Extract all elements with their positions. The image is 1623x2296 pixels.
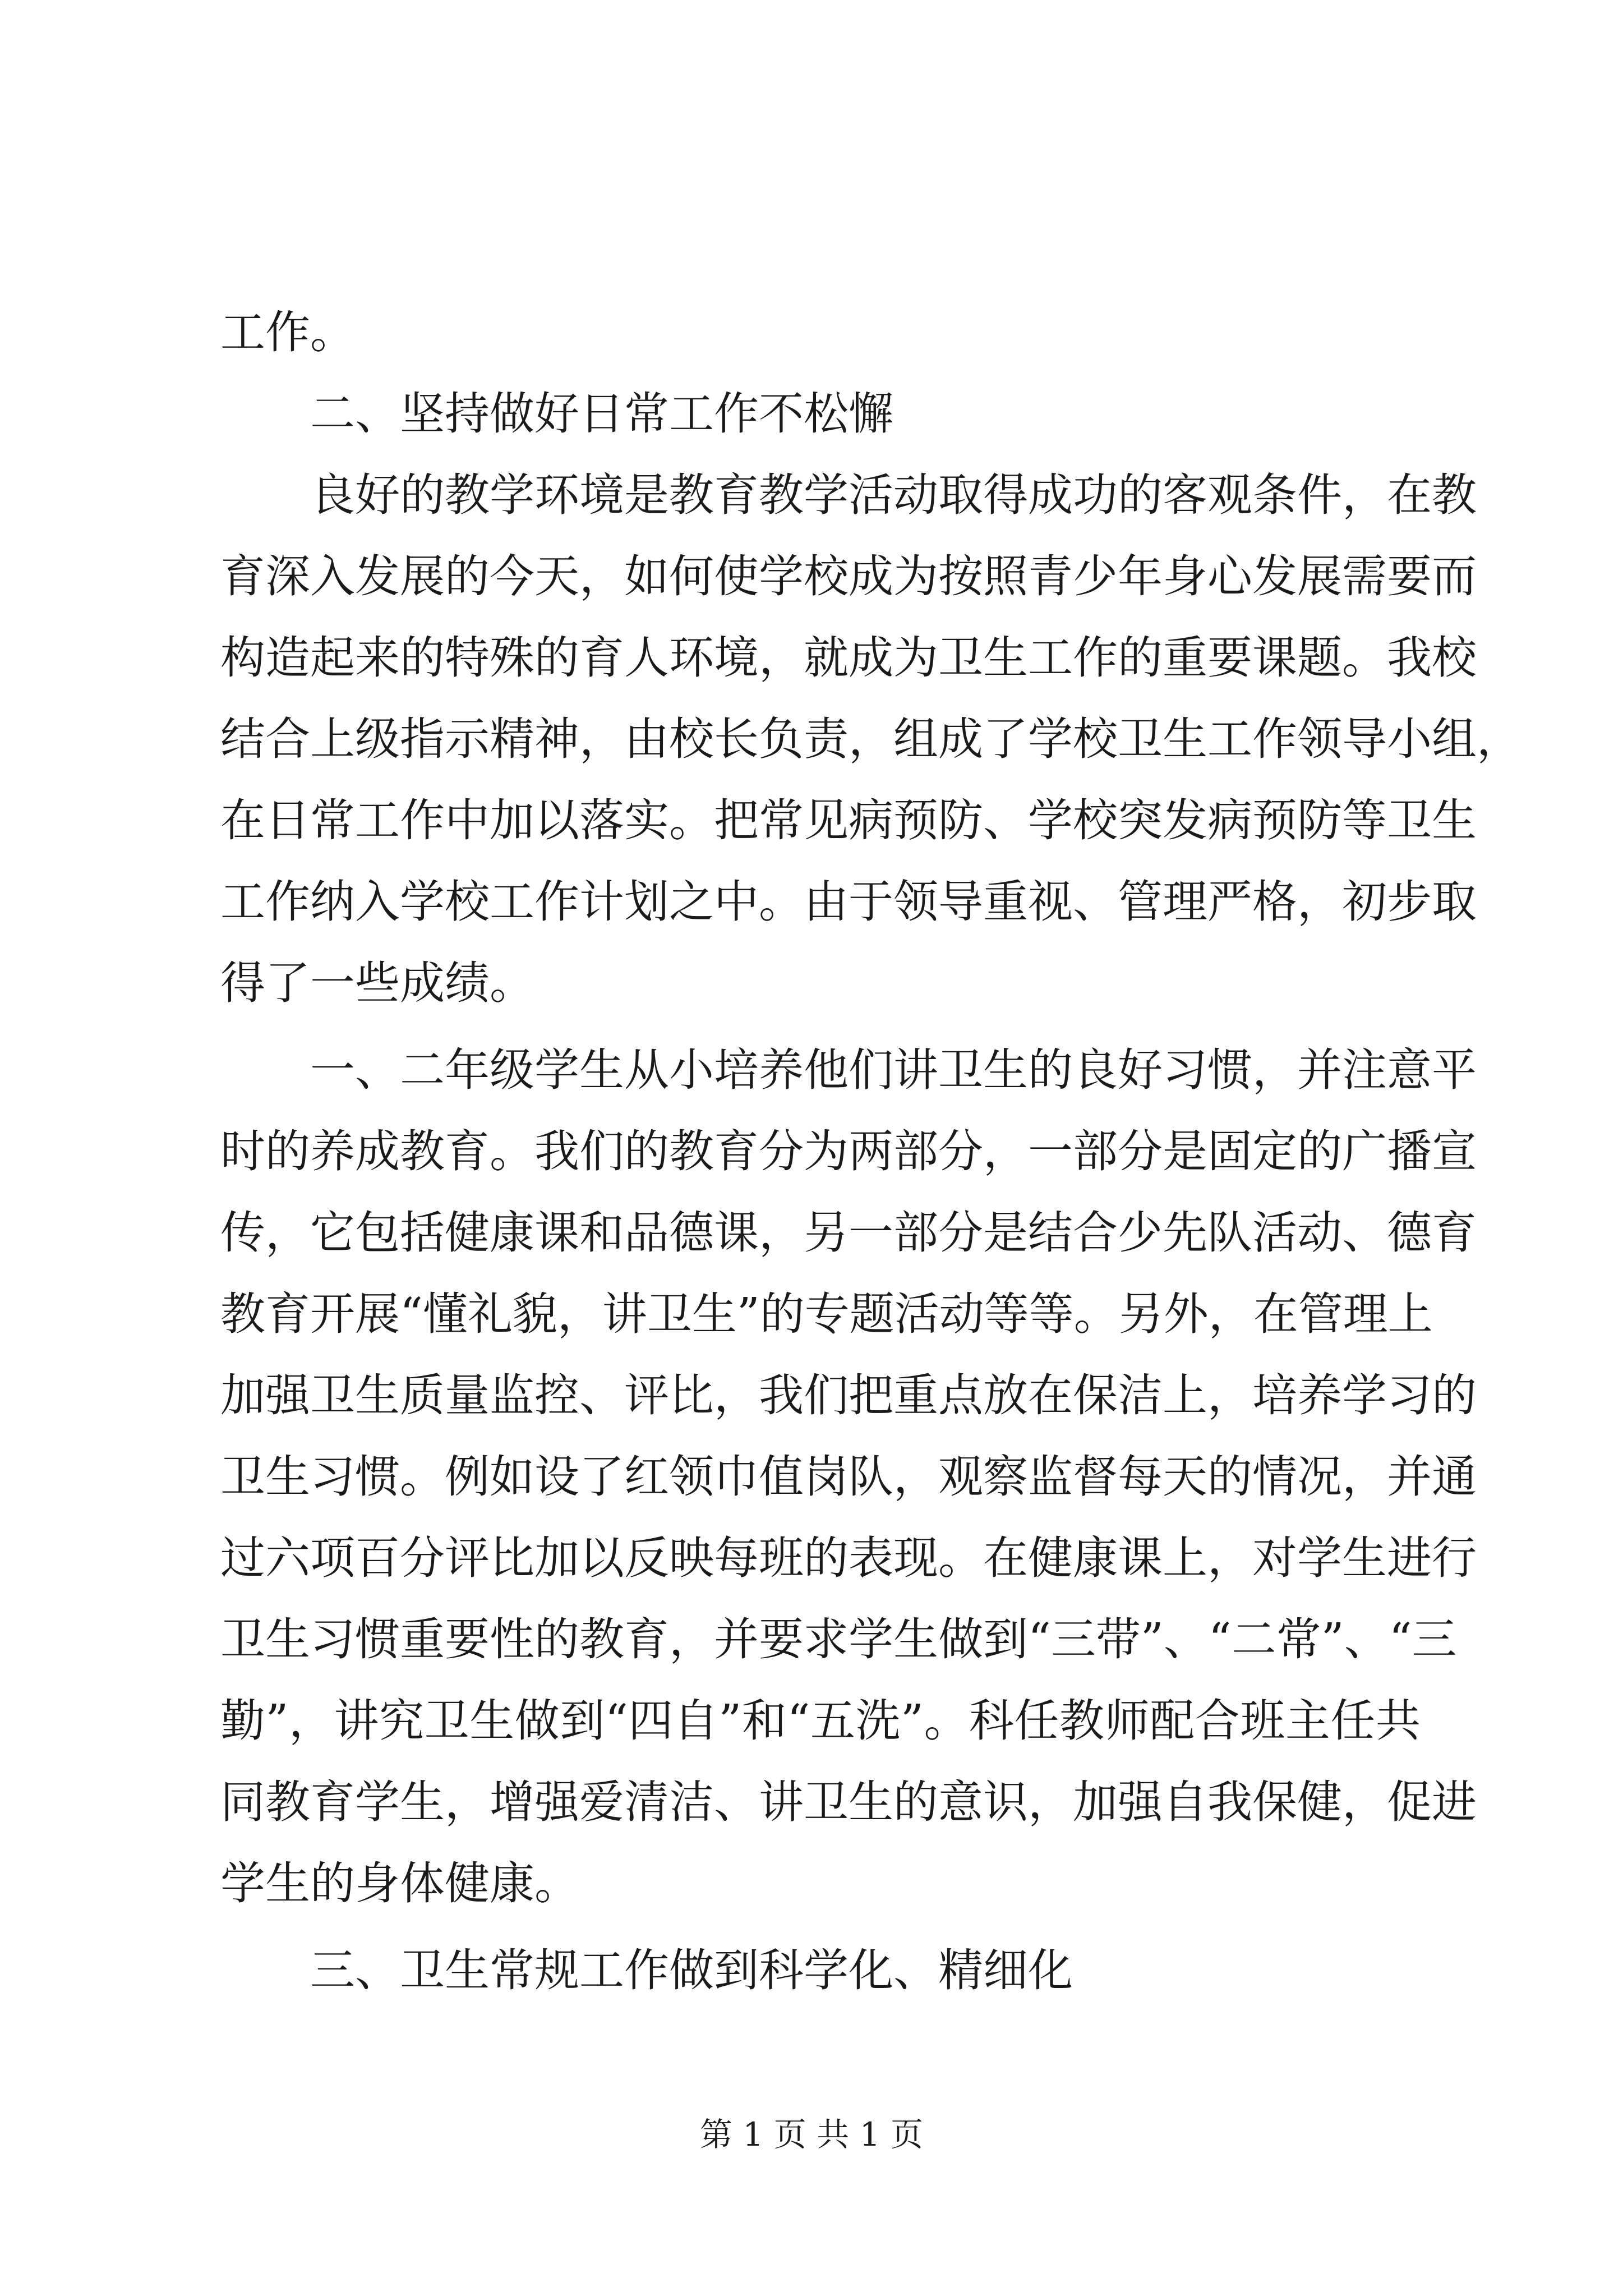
page-footer bbox=[0, 2115, 1623, 2154]
section-heading: 三、卫生常规工作做到科学化、精细化 bbox=[310, 1944, 1073, 1996]
body-line: 传，它包括健康课和品德课，另一部分是结合少先队活动、德育 bbox=[220, 1207, 1477, 1259]
body-line: 过六项百分评比加以反映每班的表现。在健康课上，对学生进行 bbox=[220, 1532, 1477, 1584]
body-line: 勤”，讲究卫生做到“四自”和“五洗”。科任教师配合班主任共 bbox=[220, 1695, 1421, 1747]
body-line: 一、二年级学生从小培养他们讲卫生的良好习惯，并注意平 bbox=[310, 1044, 1477, 1096]
body-line: 同教育学生，增强爱清洁、讲卫生的意识，加强自我保健，促进 bbox=[220, 1776, 1477, 1828]
body-line: 工作。 bbox=[220, 306, 355, 358]
document-body bbox=[220, 292, 1521, 2011]
body-line: 卫生习惯。例如设了红领巾值岗队，观察监督每天的情况，并通 bbox=[220, 1451, 1477, 1503]
body-line: 教育开展“懂礼貌，讲卫生”的专题活动等等。另外，在管理上 bbox=[220, 1288, 1433, 1340]
body-line: 在日常工作中加以落实。把常见病预防、学校突发病预防等卫生 bbox=[220, 794, 1477, 846]
body-line: 工作纳入学校工作计划之中。由于领导重视、管理严格，初步取 bbox=[220, 876, 1477, 928]
body-line: 构造起来的特殊的育人环境，就成为卫生工作的重要课题。我校 bbox=[220, 632, 1477, 684]
body-line: 卫生习惯重要性的教育，并要求学生做到“三带”、“二常”、“三 bbox=[220, 1613, 1457, 1665]
page-number-label: 第 1 页 共 1 页 bbox=[700, 2115, 923, 2154]
body-line: 结合上级指示精神，由校长负责，组成了学校卫生工作领导小组， bbox=[220, 713, 1521, 765]
body-line: 良好的教学环境是教育教学活动取得成功的客观条件，在教 bbox=[310, 469, 1477, 521]
body-line: 得了一些成绩。 bbox=[220, 957, 534, 1009]
section-heading: 二、坚持做好日常工作不松懈 bbox=[310, 388, 893, 440]
body-line: 学生的身体健康。 bbox=[220, 1857, 579, 1910]
body-line: 加强卫生质量监控、评比，我们把重点放在保洁上，培养学习的 bbox=[220, 1369, 1477, 1421]
body-line: 育深入发展的今天，如何使学校成为按照青少年身心发展需要而 bbox=[220, 550, 1477, 602]
body-line: 时的养成教育。我们的教育分为两部分，一部分是固定的广播宣 bbox=[220, 1125, 1477, 1177]
